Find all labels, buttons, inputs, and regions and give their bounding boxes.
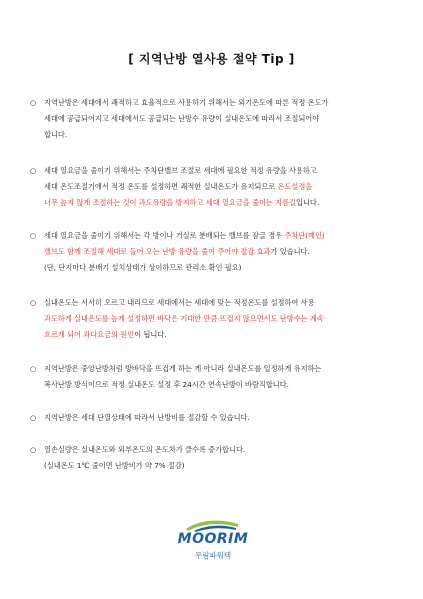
tip-4-line-3 [44,327,406,343]
tip-item-2 [30,163,406,211]
tip-3-line-2-highlight: 밸브도 함께 조절해 세대로 들어 오는 난방 유량을 줄여 주어야 절감 효과 [44,247,271,256]
tip-item-6 [30,410,406,426]
tip-3-line-2-text: 가 있습니다. [270,247,310,256]
logo-swoosh-icon [184,518,240,532]
tip-1-line-2: 세대에 공급되어지고 세대에서도 공급되는 난방수 유량이 실내온도에 따라서 조절되어야 [44,114,320,123]
bullet-circle-icon: ○ [30,445,37,454]
tip-7-line-1: 열손실량은 실내온도와 외부온도의 온도차가 클수록 증가합니다. [44,445,246,454]
tip-2-line-1: 세대 열요금을 줄이기 위해서는 주차단밸브 조절로 세대에 필요한 적정 유량을 사용하고 [44,166,317,175]
tip-2-line-3 [44,195,406,211]
tip-6-line-1: 지역난방은 세대 단열상태에 따라서 난방비를 절감할 수 있습니다. [44,413,250,422]
tip-2-line-3-text: 입니다. [295,198,320,207]
tip-7-line-2: (실내온도 1℃ 줄이면 난방비가 약 7% 절감) [44,461,185,470]
page-title: [ 지역난방 열사용 절약 Tip ] [128,52,295,66]
tip-4-line-2-highlight: 과도하게 실내온도를 높게 설정하면 바닥은 기대한 만큼 뜨겁지 않으면서도 난방수는 계속 [44,314,324,323]
tip-5-line-1: 지역난방은 중앙난방처럼 방바닥을 뜨겁게 하는 게 아니라 실내온도를 일정하게 유지하는 [44,364,322,373]
tip-5-line-2: 복사난방 방식이므로 적정 실내온도 설정 후 24시간 연속난방이 바람직합니다. [44,380,289,389]
logo-korean-name: 무림파워텍 [194,551,232,560]
tip-1-line-3: 합니다. [44,130,68,139]
tip-4-line-1: 실내온도는 서서히 오르고 내리므로 세대에서는 세대에 맞는 적정온도를 설정하여 사용 [44,298,315,307]
tip-item-5 [30,361,406,393]
tip-item-1 [30,95,406,143]
tip-item-7 [30,442,406,474]
tip-2-line-3-highlight: 너무 높지 않게 조절하는 것이 과도유량을 방지하고 세대 열요금을 줄이는 지름길 [44,198,296,207]
tip-3-line-3: (단, 단지마다 분배기 설치상태가 상이하므로 관리소 확인 필요) [44,263,242,272]
tip-4-line-3-highlight: 흐르게 되어 과다요금의 원인 [44,330,135,339]
tip-item-4 [30,295,406,343]
tip-item-3 [30,228,406,276]
moorim-logo [168,518,258,564]
bullet-circle-icon: ○ [30,231,37,240]
bullet-circle-icon: ○ [30,98,37,107]
bullet-circle-icon: ○ [30,413,37,422]
tip-4-line-3-text: 이 됩니다. [134,330,167,339]
bullet-circle-icon: ○ [30,166,37,175]
logo-wordmark: MOORIM [177,531,249,547]
tip-2-line-2-highlight: 온도설정을 [277,182,313,191]
tip-2-line-2 [44,179,406,195]
tip-3-line-1-text: 세대 열요금을 줄이기 위해서는 각 방이나 거실로 분배되는 밸브를 잠글 경우 [44,231,285,240]
bullet-circle-icon: ○ [30,298,37,307]
tip-1-line-1: 지역난방은 세대에서 쾌적하고 효율적으로 사용하기 위해서는 외기온도에 따른 적정 온도가 [44,98,329,107]
tip-3-line-1 [44,228,406,244]
tip-3-line-1-highlight: 주차단(메인) [284,231,325,240]
bullet-circle-icon: ○ [30,364,37,373]
tip-3-line-2 [44,244,406,260]
tip-2-line-2-text: 세대 온도조절기에서 적정 온도를 설정하면 쾌적한 실내온도가 유지되므로 [44,182,278,191]
